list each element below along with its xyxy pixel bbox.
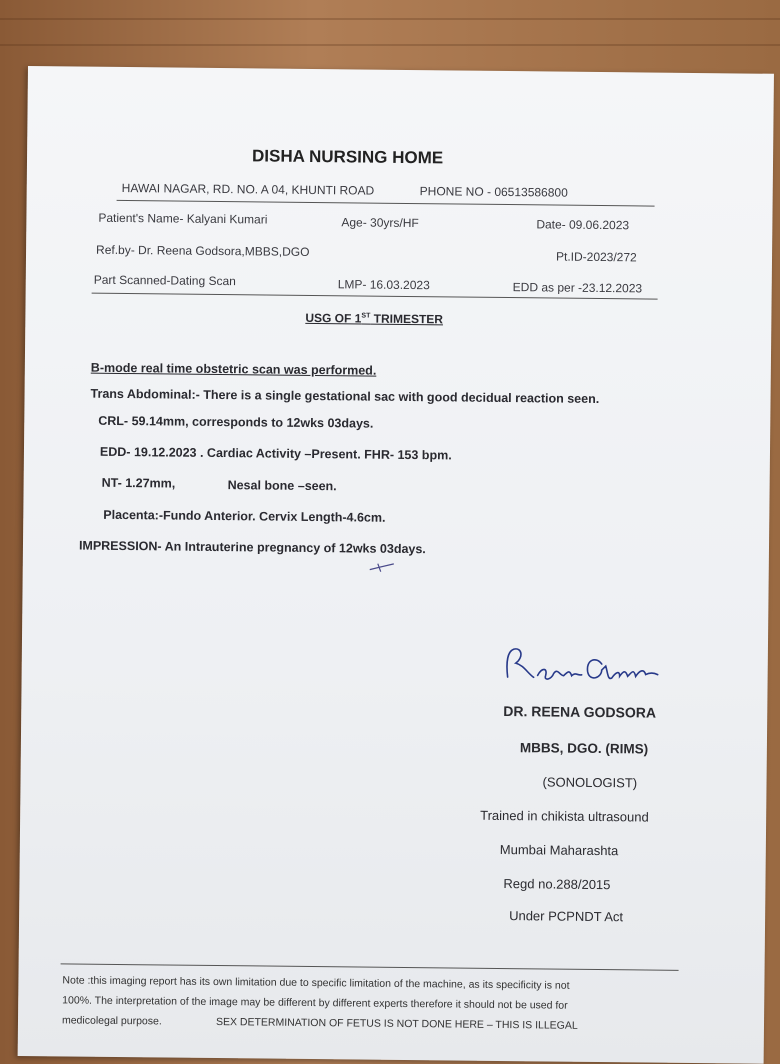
- handwritten-signature: [501, 641, 682, 693]
- doctor-registration: Regd no.288/2015: [503, 876, 611, 893]
- impression: IMPRESSION- An Intrauterine pregnancy of 12wks 03days.: [78, 538, 426, 557]
- part-scanned: Part Scanned-Dating Scan: [93, 272, 236, 289]
- report-date: Date- 09.06.2023: [536, 217, 630, 233]
- doctor-role: (SONOLOGIST): [542, 774, 638, 791]
- referred-by: Ref.by- Dr. Reena Godsora,MBBS,DGO: [96, 242, 310, 259]
- doctor-name: DR. REENA GODSORA: [503, 703, 657, 721]
- nt-finding: NT- 1.27mm,: [101, 475, 176, 491]
- clinic-phone: PHONE NO - 06513586800: [419, 184, 568, 200]
- patient-id: Pt.ID-2023/272: [555, 249, 637, 265]
- edd-as-per: EDD as per -23.12.2023: [512, 280, 643, 296]
- footer-note-line3: medicolegal purpose.: [61, 1014, 162, 1028]
- doctor-training: Trained in chikista ultrasound: [480, 807, 649, 825]
- lmp-date: LMP- 16.03.2023: [337, 277, 430, 293]
- patient-name: Patient's Name- Kalyani Kumari: [98, 210, 268, 227]
- wood-grain: [0, 44, 780, 46]
- footer-note-line2: 100%. The interpretation of the image may be different by different experts therefore it should not be used for: [62, 994, 568, 1012]
- clinic-address: HAWAI NAGAR, RD. NO. A 04, KHUNTI ROAD: [121, 180, 375, 198]
- edd-finding: EDD- 19.12.2023 . Cardiac Activity –Present. FHR- 153 bpm.: [99, 444, 452, 463]
- wood-grain: [0, 18, 780, 20]
- patient-age: Age- 30yrs/HF: [341, 215, 419, 231]
- crl-finding: CRL- 59.14mm, corresponds to 12wks 03days.: [98, 413, 374, 431]
- trans-abdominal: Trans Abdominal:- There is a single gestational sac with good decidual reaction seen.: [90, 386, 600, 406]
- report-title: [305, 311, 443, 326]
- clinic-name: DISHA NURSING HOME: [251, 146, 444, 168]
- report-sheet: [18, 66, 774, 1064]
- title-superscript: ST: [361, 312, 371, 320]
- title-prefix: USG OF 1: [305, 310, 362, 326]
- scan-intro: B-mode real time obstetric scan was performed.: [90, 360, 377, 378]
- pen-mark: [368, 560, 398, 574]
- title-suffix: TRIMESTER: [370, 311, 444, 327]
- footer-rule: [61, 963, 679, 970]
- header-rule: [117, 200, 655, 207]
- placenta-finding: Placenta:-Fundo Anterior. Cervix Length-4.6cm.: [103, 507, 386, 525]
- footer-disclaimer: SEX DETERMINATION OF FETUS IS NOT DONE HERE – THIS IS ILLEGAL: [215, 1016, 578, 1032]
- doctor-location: Mumbai Maharashta: [499, 841, 619, 859]
- doctor-act: Under PCPNDT Act: [509, 908, 624, 925]
- footer-note-line1: Note :this imaging report has its own limitation due to specific limitation of the machine, as its specificity is not: [62, 974, 570, 992]
- nasal-bone-finding: Nesal bone –seen.: [227, 478, 337, 494]
- doctor-degree: MBBS, DGO. (RIMS): [519, 740, 649, 757]
